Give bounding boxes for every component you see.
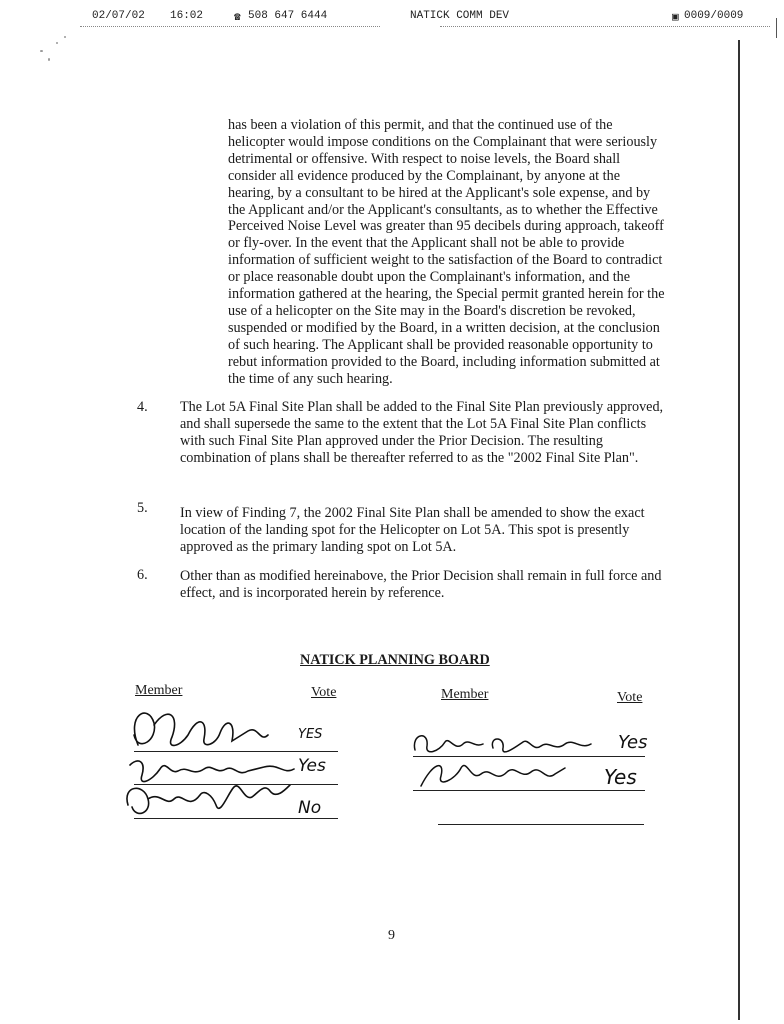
fax-noise-line — [440, 26, 770, 28]
signature-line — [134, 784, 338, 785]
vote-mark: Yes — [604, 765, 637, 789]
vote-mark: No — [298, 798, 322, 818]
item-text: Other than as modified hereinabove, the Prior Decision shall remain in full force and effect, and is incorporated herein by reference. — [180, 568, 662, 601]
item-number: 6. — [137, 567, 148, 583]
scan-speck — [64, 36, 66, 38]
continuation-paragraph: has been a violation of this permit, and that the continued use of the helicopter would impose conditions on the Complainant that were seriously detrimental or offensive. With respect to noise levels, the Board shall consider all evidence produced by the Complainant, by anyone at the hearing, by a consultant to be hired at the Applicant's sole expense, and by the Applicant and/or the Applicant's consultants, as to whether the Effective Perceived Noise Level was greater than 95 decibels during approach, takeoff or fly-over. In the event that the Applicant shall not be able to provide information of sufficient weight to the satisfaction of the Board to contradict or place reasonable doubt upon the Complainant's information, and the information gathered at the hearing, the Special permit granted herein for the use of a helicopter on the Site may in the Board's discretion be revoked, suspended or modified by the Board, in a written decision, at the conclusion of such hearing. The Applicant shall be provided reasonable opportunity to rebut information provided to the Board, including information submitted at the time of any such hearing. — [228, 117, 665, 387]
vote-mark: YES — [298, 727, 323, 742]
fax-page: 0009/0009 — [684, 10, 744, 22]
signature-line — [438, 824, 644, 825]
vote-mark: Yes — [618, 732, 648, 753]
item-number: 4. — [137, 399, 148, 415]
signature-stroke — [134, 713, 268, 745]
signature-stroke — [127, 785, 290, 813]
board-heading: NATICK PLANNING BOARD — [300, 652, 490, 668]
fax-date: 02/07/02 — [92, 10, 145, 22]
signature-stroke — [130, 761, 294, 782]
signature-line — [134, 818, 338, 819]
fax-page-icon: ▣ — [672, 12, 679, 24]
scan-speck — [56, 42, 58, 44]
fax-time: 16:02 — [170, 10, 204, 22]
vote-mark: Yes — [298, 756, 326, 776]
signature-line — [134, 751, 338, 752]
page-edge-mark — [776, 18, 777, 38]
fax-noise-line — [80, 26, 380, 28]
fax-header — [0, 0, 784, 28]
item-text: In view of Finding 7, the 2002 Final Site Plan shall be amended to show the exact location of the landing spot for the Helicopter on Lot 5A. This spot is presently approved as the primary landing spot on Lot 5A. — [180, 505, 645, 555]
signature-stroke — [414, 736, 591, 752]
item-number: 5. — [137, 500, 148, 516]
signature-stroke — [421, 766, 565, 786]
scan-speck — [48, 58, 50, 61]
signature-line — [413, 790, 645, 791]
member-column-header: Member — [135, 683, 183, 698]
page-number: 9 — [388, 928, 395, 943]
scan-speck — [40, 50, 43, 52]
fax-phone: 508 647 6444 — [248, 10, 328, 22]
page-edge-line — [738, 40, 740, 1020]
vote-column-header: Vote — [311, 685, 337, 700]
member-column-header: Member — [441, 687, 489, 702]
vote-column-header: Vote — [617, 690, 643, 705]
fax-sender: NATICK COMM DEV — [410, 10, 510, 22]
fax-phone-icon: ☎ — [234, 12, 241, 24]
signature-line — [413, 756, 645, 757]
item-text: The Lot 5A Final Site Plan shall be added to the Final Site Plan previously approved, and shall supersede the same to the extent that the Lot 5A Final Site Plan conflicts with such Final Site Plan approved under the Prior Decision. The resulting combination of plans shall be thereafter referred to as the "2002 Final Site Plan". — [180, 399, 664, 466]
